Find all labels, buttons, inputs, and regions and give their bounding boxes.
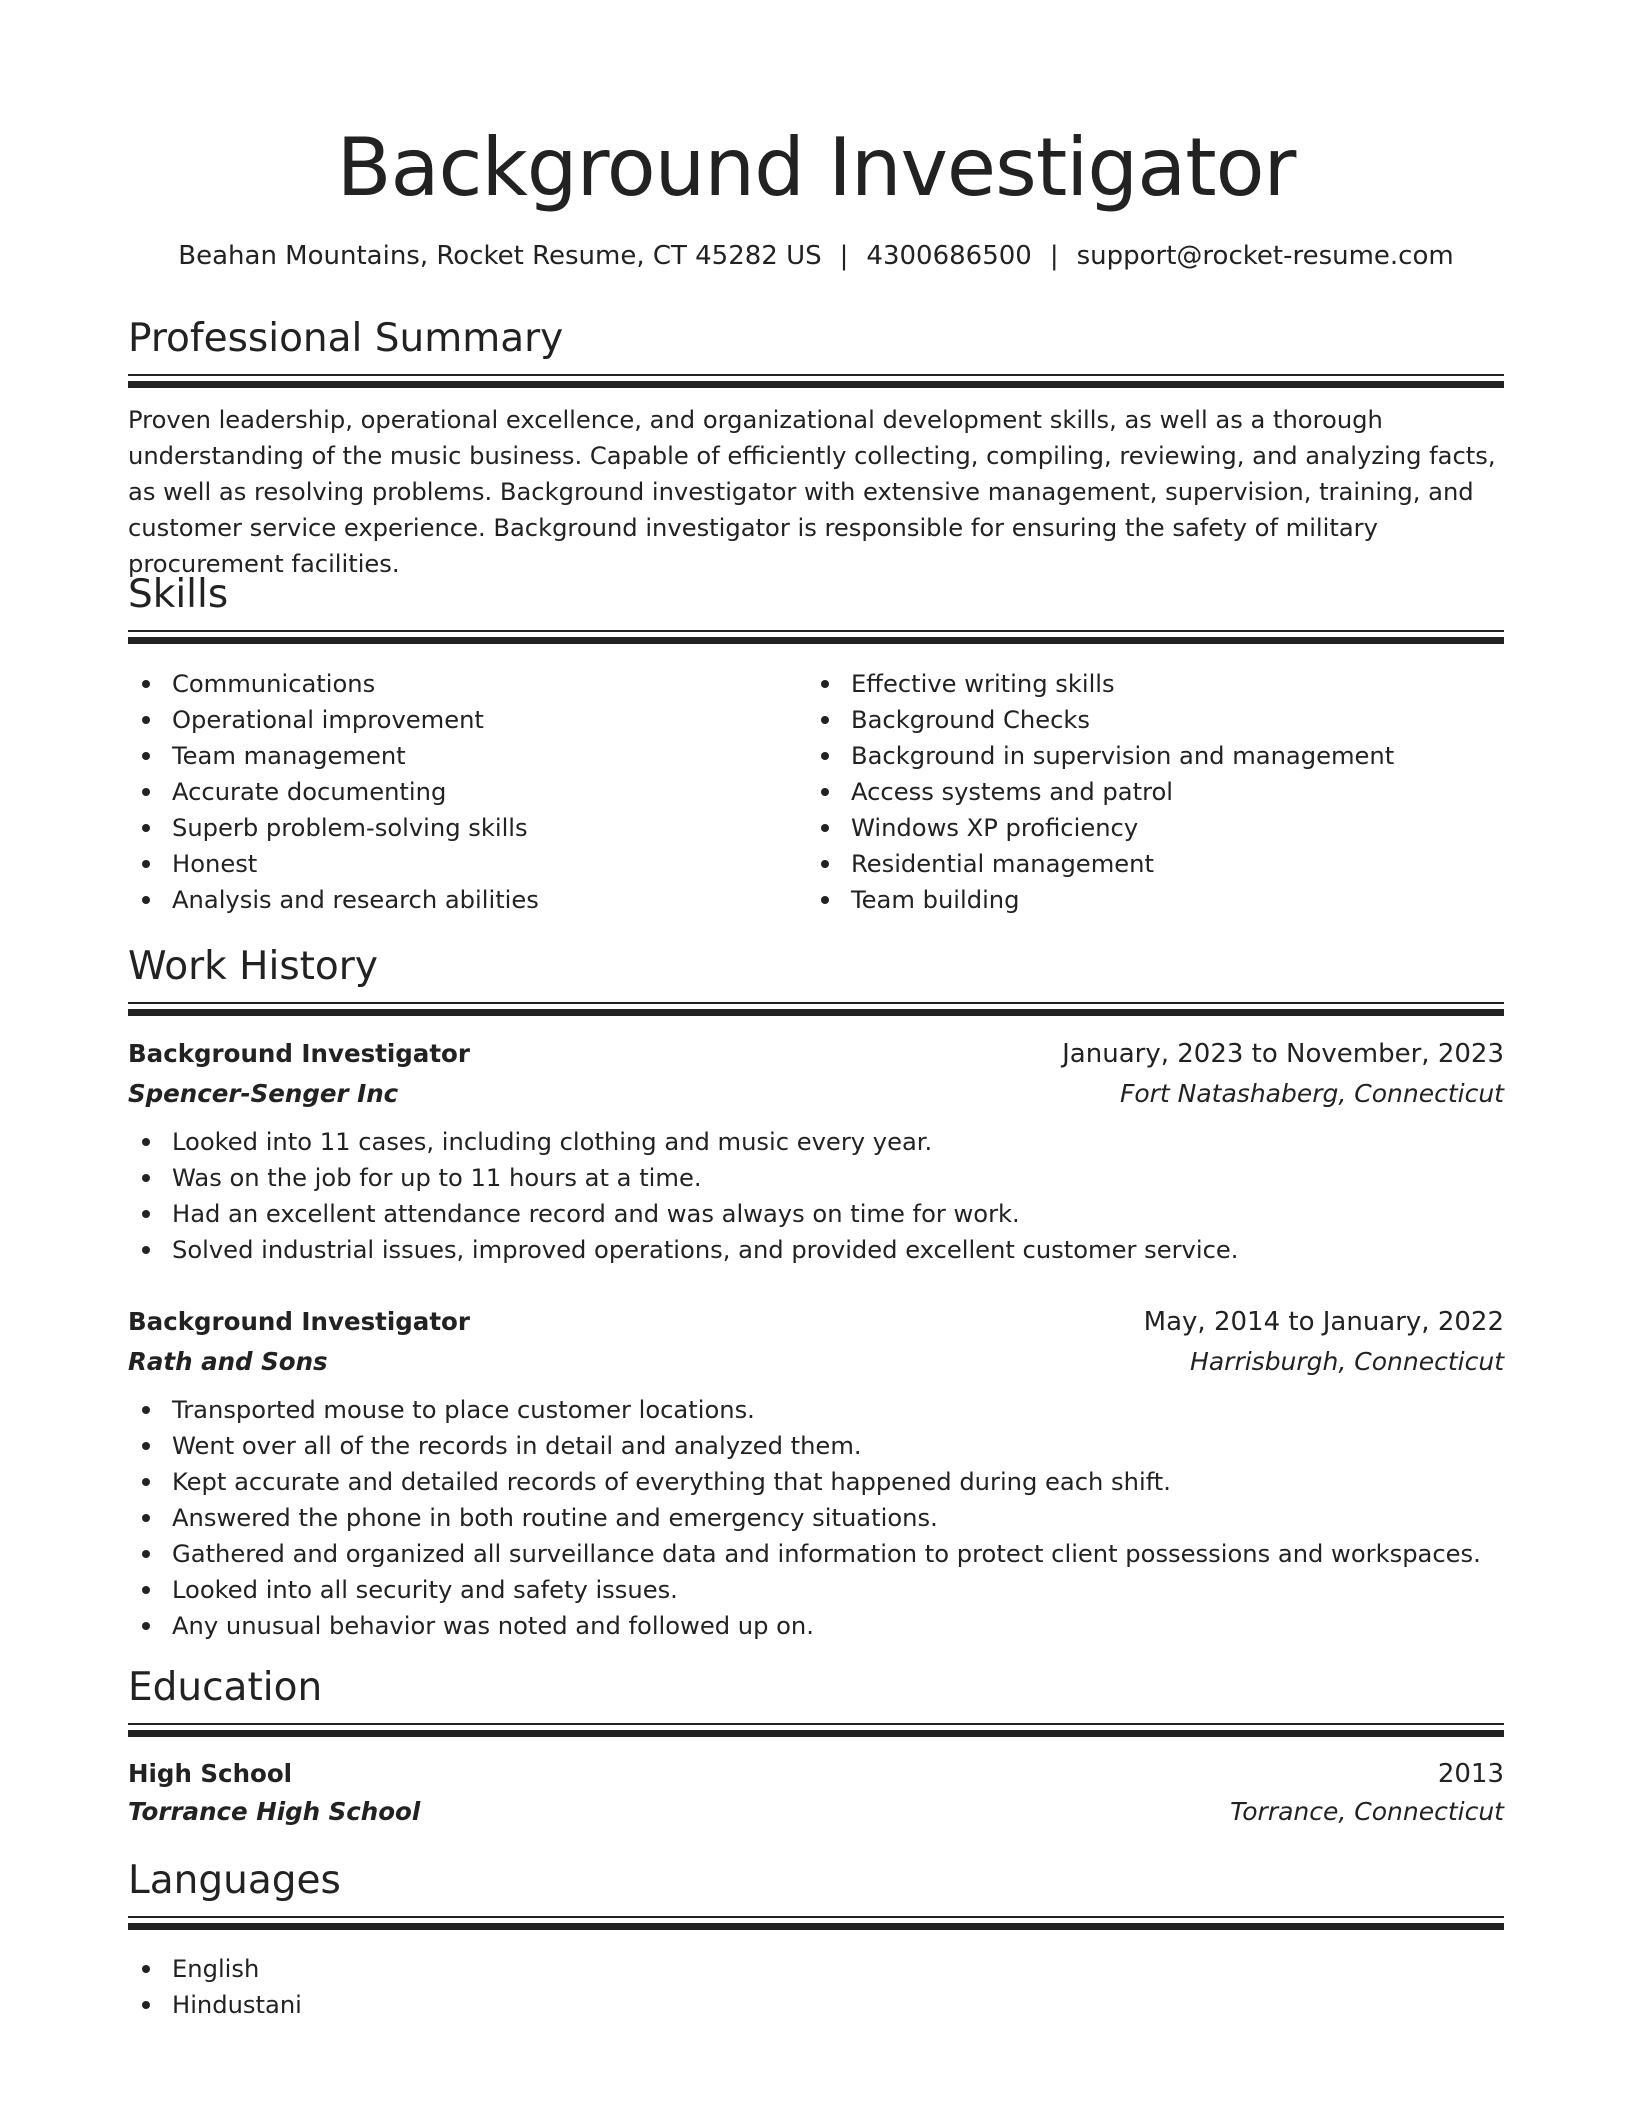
contact-email: support@rocket-resume.com xyxy=(1076,241,1454,271)
skill-item: Background in supervision and management xyxy=(807,738,1394,774)
education-subheader xyxy=(128,1792,1504,1832)
skill-item: Superb problem-solving skills xyxy=(128,810,539,846)
skill-item: Team building xyxy=(807,882,1394,918)
skills-list-left xyxy=(128,666,539,918)
job-title: Background Investigator xyxy=(128,1307,470,1336)
skill-item: Honest xyxy=(128,846,539,882)
skill-item: Communications xyxy=(128,666,539,702)
section-title-summary: Professional Summary xyxy=(128,316,564,361)
section-divider xyxy=(128,1723,1504,1737)
job-title: Background Investigator xyxy=(128,1039,470,1068)
languages-list xyxy=(128,1951,302,2023)
education-year: 2013 xyxy=(1437,1759,1504,1789)
job-bullet: Answered the phone in both routine and emergency situations. xyxy=(128,1500,1481,1536)
job-bullet: Any unusual behavior was noted and followed up on. xyxy=(128,1608,1481,1644)
language-item: Hindustani xyxy=(128,1987,302,2023)
contact-phone: 4300686500 xyxy=(866,241,1032,271)
resume-name: Background Investigator xyxy=(336,121,1296,214)
job-bullet: Went over all of the records in detail and analyzed them. xyxy=(128,1428,1481,1464)
section-divider xyxy=(128,630,1504,644)
job-bullets xyxy=(128,1124,1238,1268)
skill-item: Access systems and patrol xyxy=(807,774,1394,810)
education-school: Torrance High School xyxy=(128,1797,421,1826)
section-title-work-history: Work History xyxy=(128,944,378,989)
skill-item: Windows XP proficiency xyxy=(807,810,1394,846)
skill-item: Accurate documenting xyxy=(128,774,539,810)
section-divider xyxy=(128,1916,1504,1930)
contact-address: Beahan Mountains, Rocket Resume, CT 45282 US xyxy=(178,241,822,271)
skills-list-right xyxy=(807,666,1394,918)
job-location: Fort Natashaberg, Connecticut xyxy=(1119,1079,1504,1108)
section-title-education: Education xyxy=(128,1665,323,1710)
job-location: Harrisburgh, Connecticut xyxy=(1190,1347,1504,1376)
skill-item: Operational improvement xyxy=(128,702,539,738)
job-bullet: Had an excellent attendance record and was always on time for work. xyxy=(128,1196,1238,1232)
section-divider xyxy=(128,1002,1504,1016)
skill-item: Analysis and research abilities xyxy=(128,882,539,918)
job-bullet: Looked into all security and safety issues. xyxy=(128,1572,1481,1608)
job-bullet: Looked into 11 cases, including clothing and music every year. xyxy=(128,1124,1238,1160)
language-item: English xyxy=(128,1951,302,1987)
section-divider xyxy=(128,374,1504,388)
job-subheader xyxy=(128,1074,1504,1114)
job-bullet: Transported mouse to place customer locations. xyxy=(128,1392,1481,1428)
job-subheader xyxy=(128,1342,1504,1382)
job-bullets xyxy=(128,1392,1481,1644)
job-header xyxy=(128,1302,1504,1342)
job-dates: January, 2023 to November, 2023 xyxy=(1062,1039,1504,1069)
education-degree: High School xyxy=(128,1759,293,1788)
job-bullet: Solved industrial issues, improved operations, and provided excellent customer service. xyxy=(128,1232,1238,1268)
job-dates: May, 2014 to January, 2022 xyxy=(1143,1307,1504,1337)
section-title-languages: Languages xyxy=(128,1858,341,1903)
job-company: Spencer-Senger Inc xyxy=(128,1079,399,1108)
contact-separator: | xyxy=(1049,241,1059,271)
job-bullet: Was on the job for up to 11 hours at a time. xyxy=(128,1160,1238,1196)
contact-separator: | xyxy=(839,241,849,271)
job-bullet: Kept accurate and detailed records of everything that happened during each shift. xyxy=(128,1464,1481,1500)
summary-text: Proven leadership, operational excellence, and organizational development skills, as well as a thorough understanding of the music business. Capable of efficiently collecting, compiling, reviewing, and analyzing facts, as well as resolving problems. Background investigator with extensive management, supervision, training, and customer service experience. Background investigator is responsible for ensuring the safety of military procurement facilities. xyxy=(128,406,1496,578)
skill-item: Residential management xyxy=(807,846,1394,882)
skill-item: Background Checks xyxy=(807,702,1394,738)
education-header xyxy=(128,1754,1504,1794)
section-title-skills: Skills xyxy=(128,572,229,617)
contact-line xyxy=(0,236,1632,276)
job-bullet: Gathered and organized all surveillance data and information to protect client possessions and workspaces. xyxy=(128,1536,1481,1572)
skill-item: Team management xyxy=(128,738,539,774)
job-header xyxy=(128,1034,1504,1074)
skill-item: Effective writing skills xyxy=(807,666,1394,702)
job-company: Rath and Sons xyxy=(128,1347,328,1376)
education-location: Torrance, Connecticut xyxy=(1230,1797,1504,1826)
